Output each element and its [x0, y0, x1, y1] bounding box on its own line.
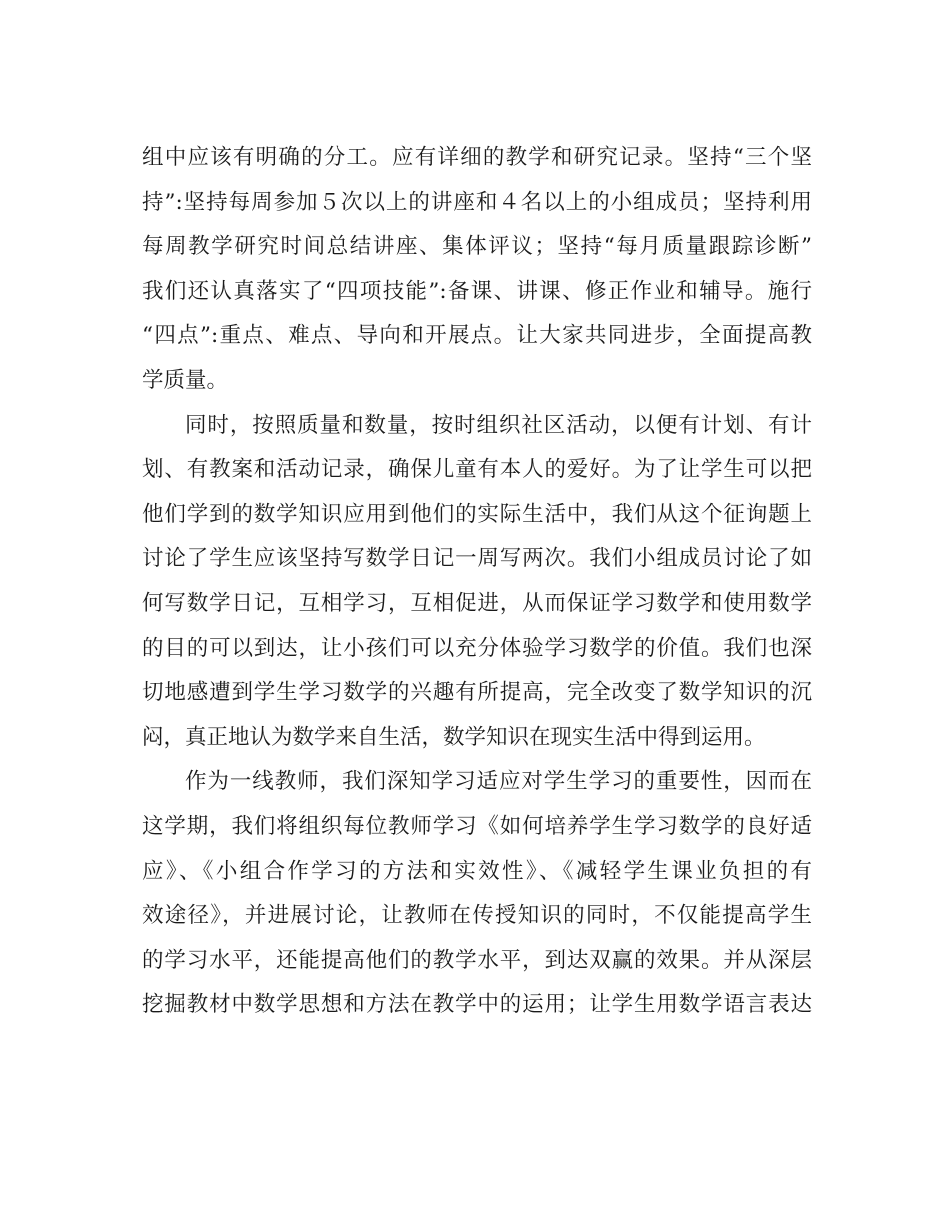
paragraph-3 [142, 760, 812, 1028]
text-line: 划、有教案和活动记录，确保儿童有本人的爱好。为了让学生可以把 [142, 457, 812, 483]
text-line: 持”:坚持每周参加５次以上的讲座和４名以上的小组成员；坚持利用 [142, 189, 812, 215]
text-line: 切地感遭到学生学习数学的兴趣有所提高，完全改变了数学知识的沉 [142, 680, 812, 706]
document-body [142, 136, 812, 1028]
text-line: “四点”:重点、难点、导向和开展点。让大家共同进步，全面提高教 [142, 323, 812, 349]
text-line: 何写数学日记，互相学习，互相促进，从而保证学习数学和使用数学 [142, 590, 812, 616]
text-line: 每周教学研究时间总结讲座、集体评议；坚持“每月质量跟踪诊断” [142, 234, 812, 260]
text-line: 同时，按照质量和数量，按时组织社区活动，以便有计划、有计 [185, 412, 812, 438]
text-line: 挖掘教材中数学思想和方法在教学中的运用；让学生用数学语言表达 [142, 992, 812, 1018]
text-line: 的目的可以到达，让小孩们可以充分体验学习数学的价值。我们也深 [142, 635, 812, 661]
text-line: 我们还认真落实了“四项技能”:备课、讲课、修正作业和辅导。施行 [142, 278, 812, 304]
text-line: 学质量。 [142, 367, 229, 393]
text-line: 讨论了学生应该坚持写数学日记一周写两次。我们小组成员讨论了如 [142, 546, 812, 572]
text-line: 组中应该有明确的分工。应有详细的教学和研究记录。坚持“三个坚 [142, 145, 812, 170]
text-line: 作为一线教师，我们深知学习适应对学生学习的重要性，因而在 [185, 769, 812, 795]
text-line: 的学习水平，还能提高他们的教学水平，到达双赢的效果。并从深层 [142, 947, 812, 973]
text-line: 闷，真正地认为数学来自生活，数学知识在现实生活中得到运用。 [142, 724, 766, 750]
text-line: 效途径》，并进展讨论，让教师在传授知识的同时，不仅能提高学生 [142, 903, 812, 929]
text-line: 他们学到的数学知识应用到他们的实际生活中，我们从这个征询题上 [142, 501, 812, 527]
text-line: 应》、《小组合作学习的方法和实效性》、《减轻学生课业负担的有 [142, 858, 812, 884]
text-line: 这学期，我们将组织每位教师学习《如何培养学生学习数学的良好适 [142, 813, 812, 839]
paragraph-2 [142, 404, 812, 761]
paragraph-1 [142, 136, 812, 404]
